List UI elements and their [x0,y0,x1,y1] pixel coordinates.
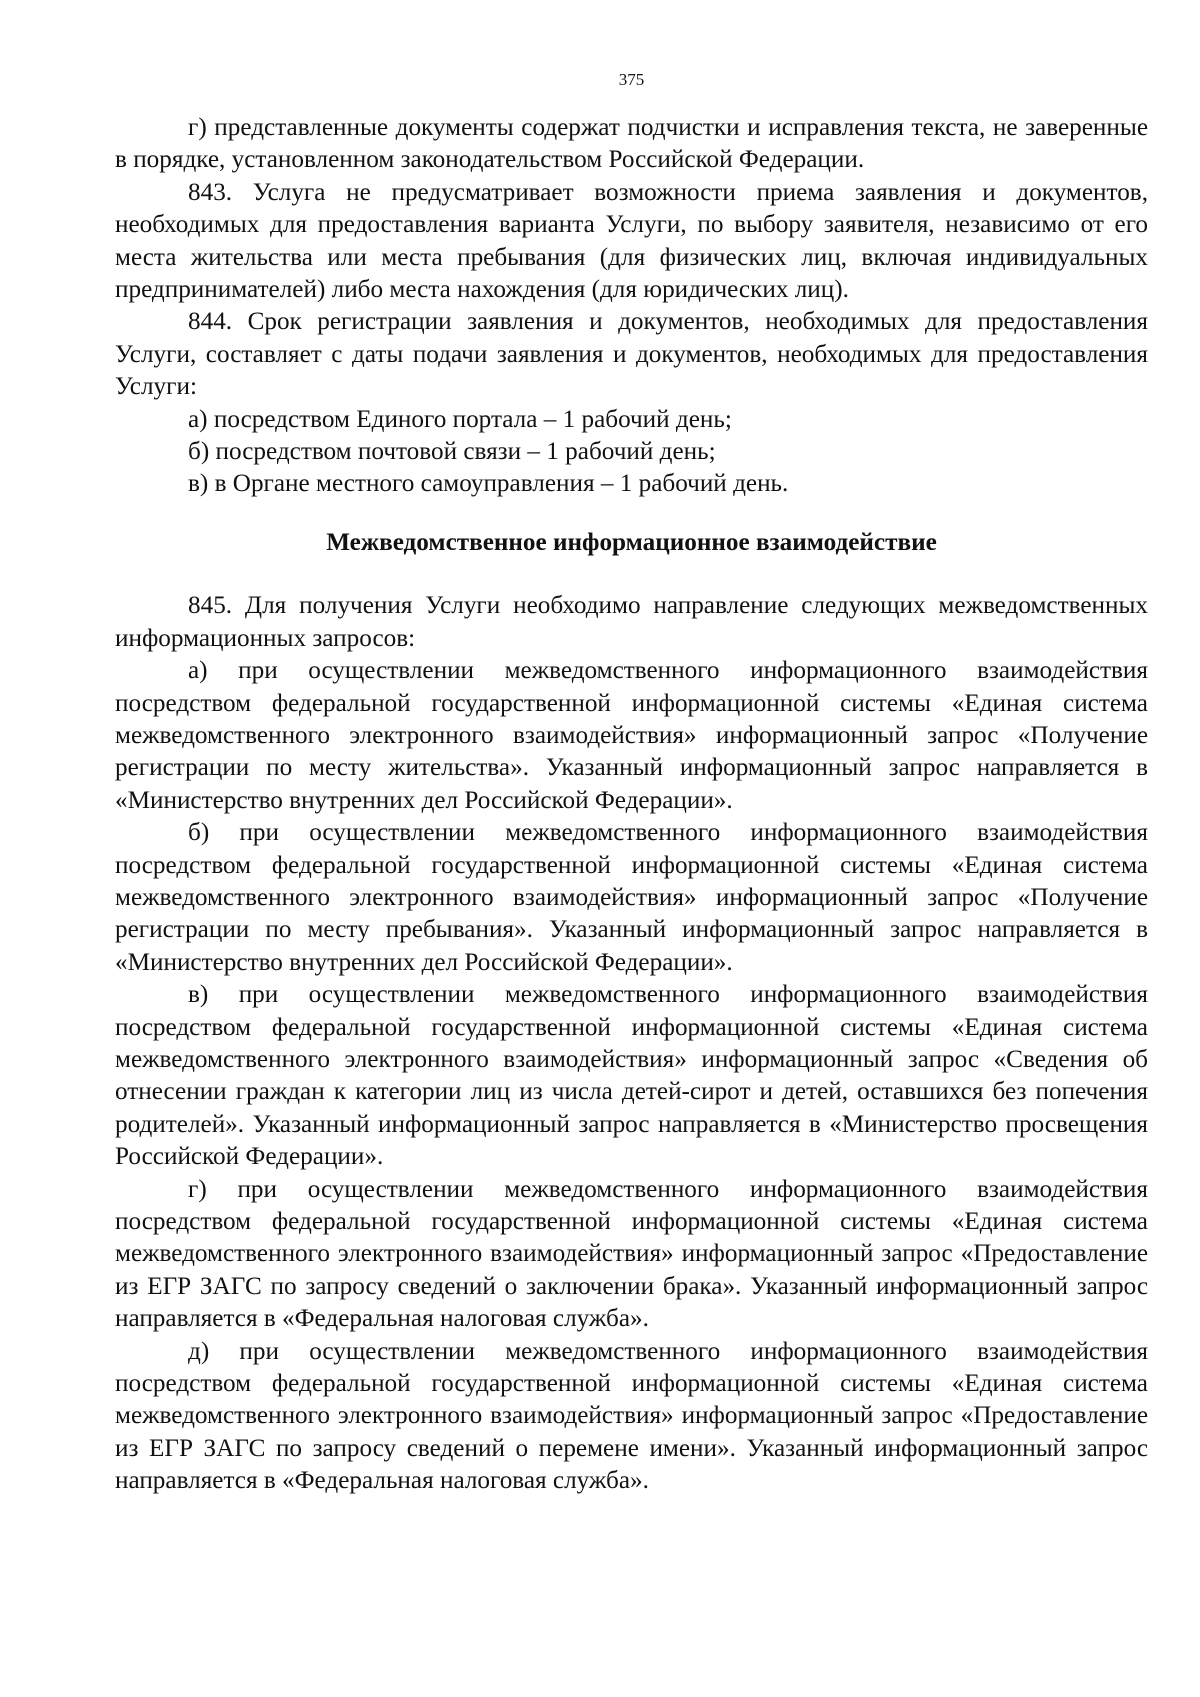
paragraph-844: 844. Срок регистрации заявления и документов, необходимых для предоставления Услуги, составляет с даты подачи заявления и документов, необходимых для предоставления Услуги: [115,308,1148,401]
paragraph-843: 843. Услуга не предусматривает возможности приема заявления и документов, необходимых для предоставления варианта Услуги, по выбору заявителя, независимо от его места жительства или места пребывания (для физических лиц, включая индивидуальных предпринимателей) либо места нахождения (для юридических лиц). [115,178,1148,304]
list-item-v-local-authority: в) в Органе местного самоуправления – 1 рабочий день. [188,470,789,498]
request-item-v: в) при осуществлении межведомственного информационного взаимодействия посредством федеральной государственной информационной системы «Единая система межведомственного электронного взаимодействия» информационный запрос «Сведения об отнесении граждан к категории лиц из числа детей-сирот и детей, оставшихся без попечения родителей». Указанный информационный запрос направляется в «Министерство просвещения Российской Федерации». [115,981,1148,1171]
section-heading: Межведомственное информационное взаимодействие [326,528,937,556]
request-item-b: б) при осуществлении межведомственного информационного взаимодействия посредством федеральной государственной информационной системы «Единая система межведомственного электронного взаимодействия» информационный запрос «Получение регистрации по месту пребывания». Указанный информационный запрос направляется в «Министерство внутренних дел Российской Федерации». [115,819,1148,976]
request-item-g: г) при осуществлении межведомственного информационного взаимодействия посредством федеральной государственной информационной системы «Единая система межведомственного электронного взаимодействия» информационный запрос «Предоставление из ЕГР ЗАГС по запросу сведений о заключении брака». Указанный информационный запрос направляется в «Федеральная налоговая служба». [115,1175,1148,1333]
list-item-a-portal: а) посредством Единого портала – 1 рабочий день; [188,405,732,433]
paragraph-item-g-previous: г) представленные документы содержат подчистки и исправления текста, не заверенные в порядке, установленном законодательством Российской Федерации. [115,114,1148,174]
request-item-a: а) при осуществлении межведомственного информационного взаимодействия посредством федеральной государственной информационной системы «Единая система межведомственного электронного взаимодействия» информационный запрос «Получение регистрации по месту жительства». Указанный информационный запрос направляется в «Министерство внутренних дел Российской Федерации». [115,657,1148,814]
paragraph-845: 845. Для получения Услуги необходимо направление следующих межведомственных информационных запросов: [115,592,1148,652]
page-number: 375 [618,70,645,89]
request-item-d: д) при осуществлении межведомственного информационного взаимодействия посредством федеральной государственной информационной системы «Единая система межведомственного электронного взаимодействия» информационный запрос «Предоставление из ЕГР ЗАГС по запросу сведений о перемене имени». Указанный информационный запрос направляется в «Федеральная налоговая служба». [115,1337,1148,1495]
list-item-b-post: б) посредством почтовой связи – 1 рабочий день; [188,438,716,466]
